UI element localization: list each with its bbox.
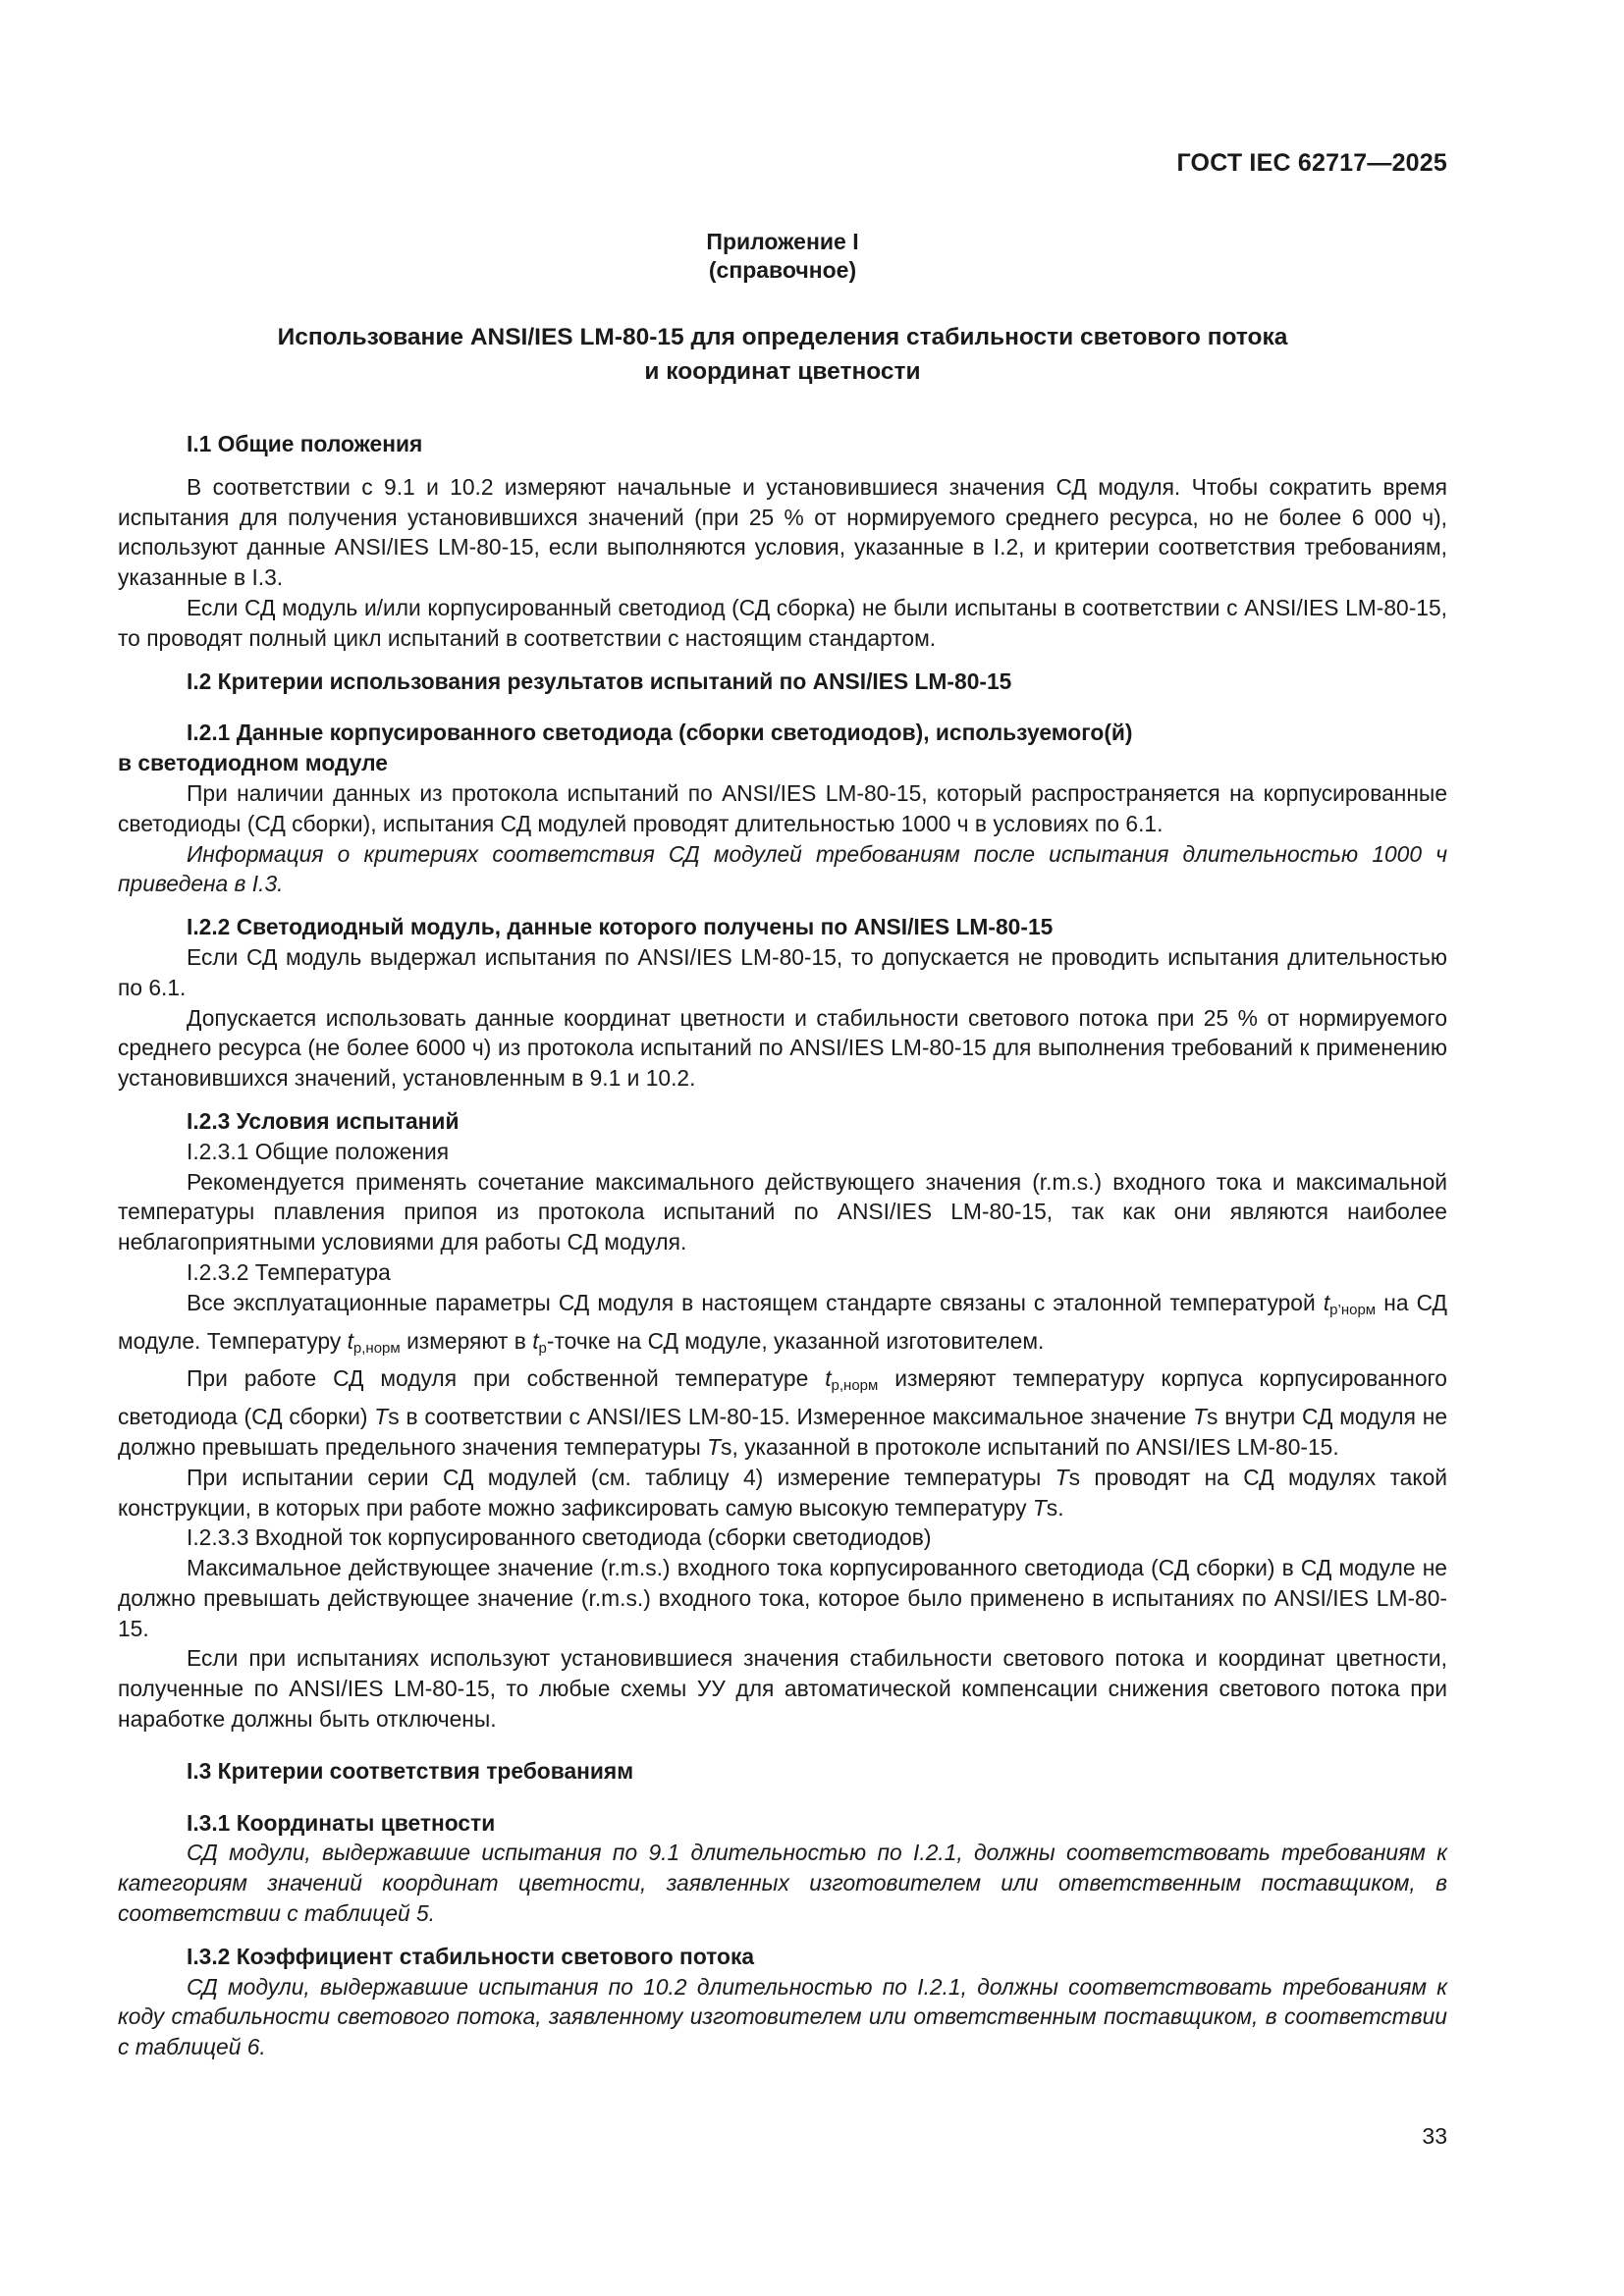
paragraph: Максимальное действующее значение (r.m.s.) входного тока корпусированного светодиода (СД сборки) в СД модуле не должно превышать действующее значение (r.m.s.) входного тока, которое было применено в испытаниях по ANSI/IES LM-80-15. — [118, 1555, 1447, 1641]
paragraph: При наличии данных из протокола испытаний по ANSI/IES LM-80-15, который распространяется на корпусированные светодиоды (СД сборки), испытания СД модулей проводят длительностью 1000 ч в условиях по 6.1. — [118, 779, 1447, 836]
paragraph-reference-temperature: Все эксплуатационные параметры СД модуля в настоящем стандарте связаны с эталонной температурой $t_{р’норм}$ на СД модуле. Температуру $t_{р,норм}$ измеряют в $t_р$-точке на СД модуле, указанной изготовителем. — [118, 1289, 1447, 1357]
subsection-heading-i233: I.2.3.3 Входной ток корпусированного светодиода (сборки светодиодов) — [187, 1524, 932, 1551]
italic-paragraph: СД модули, выдержавшие испытания по 10.2 длительностью по I.2.1, должны соответствовать требованиям к коду стабильности светового потока, заявленному изготовителем или ответственным поставщиком, в соответствии с таблицей 6. — [118, 1973, 1447, 2060]
paragraph: Рекомендуется применять сочетание максимального действующего значения (r.m.s.) входного тока и максимальной температуры плавления припоя из протокола испытаний по ANSI/IES LM-80-15, так как они являются наиболее неблагоприятными условиями для работы СД модуля. — [118, 1168, 1447, 1255]
italic-paragraph: Информация о критериях соответствия СД модулей требованиям после испытания длительностью 1000 ч приведена в I.3. — [118, 840, 1447, 897]
section-heading-i32: I.3.2 Коэффициент стабильности светового потока — [187, 1943, 755, 1969]
annex-title — [118, 320, 1447, 389]
paragraph: В соответствии с 9.1 и 10.2 измеряют начальные и установившиеся значения СД модуля. Чтобы сократить время испытания для получения установившихся значений (при 25 % от нормируемого среднего ресурса, но не более 6 000 ч), используют данные ANSI/IES LM-80-15, если выполняются условия, указанные в I.2, и критерии соответствия требованиям, указанные в I.3. — [118, 473, 1447, 591]
paragraph: Если СД модуль и/или корпусированный светодиод (СД сборка) не были испытаны в соответствии с ANSI/IES LM-80-15, то проводят полный цикл испытаний в соответствии с настоящим стандартом. — [118, 594, 1447, 651]
document-id-header: ГОСТ IEC 62717—2025 — [1176, 149, 1447, 177]
annex-title-line-2: и координат цветности — [644, 358, 921, 385]
section-heading-i1: I.1 Общие положения — [187, 431, 423, 456]
subsection-heading-i231: I.2.3.1 Общие положения — [187, 1138, 450, 1164]
section-heading-i23: I.2.3 Условия испытаний — [187, 1107, 460, 1134]
paragraph: Если СД модуль выдержал испытания по ANSI/IES LM-80-15, то допускается не проводить испытания длительностью по 6.1. — [118, 943, 1447, 1000]
annex-label: Приложение I — [706, 229, 859, 254]
section-heading-i21-b: в светодиодном модуле — [118, 750, 388, 776]
document-page — [118, 0, 1447, 2296]
section-heading-i3: I.3 Критерии соответствия требованиям — [187, 1757, 634, 1784]
section-heading-i22: I.2.2 Светодиодный модуль, данные которого получены по ANSI/IES LM-80-15 — [187, 914, 1054, 940]
section-heading-i21-a: I.2.1 Данные корпусированного светодиода (сборки светодиодов), используемого(й) — [187, 720, 1133, 746]
section-heading-i31: I.3.1 Координаты цветности — [187, 1809, 496, 1836]
annex-kind: (справочное) — [708, 257, 857, 283]
document-body — [118, 429, 1447, 2062]
annex-label-block — [118, 228, 1447, 285]
italic-paragraph: СД модули, выдержавшие испытания по 9.1 длительностью по I.2.1, должны соответствовать требованиям к категориям значений координат цветности, заявленных изготовителем или ответственным поставщиком, в соответствии с таблицей 5. — [118, 1840, 1447, 1927]
paragraph: Если при испытаниях используют установившиеся значения стабильности светового потока и координат цветности, полученные по ANSI/IES LM-80-15, то любые схемы УУ для автоматической компенсации снижения светового потока при наработке должны быть отключены. — [118, 1645, 1447, 1733]
page-number: 33 — [1422, 2123, 1447, 2149]
paragraph-series-testing: При испытании серии СД модулей (см. таблицу 4) измерение температуры Ts проводят на СД модулях такой конструкции, в которых при работе можно зафиксировать самую высокую температуру Ts. — [118, 1464, 1447, 1521]
paragraph-case-temperature: При работе СД модуля при собственной температуре $t_{р,норм}$ измеряют температуру корпуса корпусированного светодиода (СД сборки) Ts в соответствии с ANSI/IES LM-80-15. Измеренное максимальное значение Ts внутри СД модуля не должно превышать предельного значения температуры Ts, указанной в протоколе испытаний по ANSI/IES LM-80-15. — [118, 1365, 1448, 1460]
section-heading-i2: I.2 Критерии использования результатов испытаний по ANSI/IES LM-80-15 — [187, 667, 1012, 694]
paragraph: Допускается использовать данные координат цветности и стабильности светового потока при 25 % от нормируемого среднего ресурса (не более 6000 ч) из протокола испытаний по ANSI/IES LM-80-15 для выполнения требований к применению установившихся значений, установленным в 9.1 и 10.2. — [118, 1004, 1447, 1092]
subsection-heading-i232: I.2.3.2 Температура — [187, 1258, 391, 1285]
annex-title-line-1: Использование ANSI/IES LM-80-15 для определения стабильности светового потока — [277, 324, 1288, 350]
